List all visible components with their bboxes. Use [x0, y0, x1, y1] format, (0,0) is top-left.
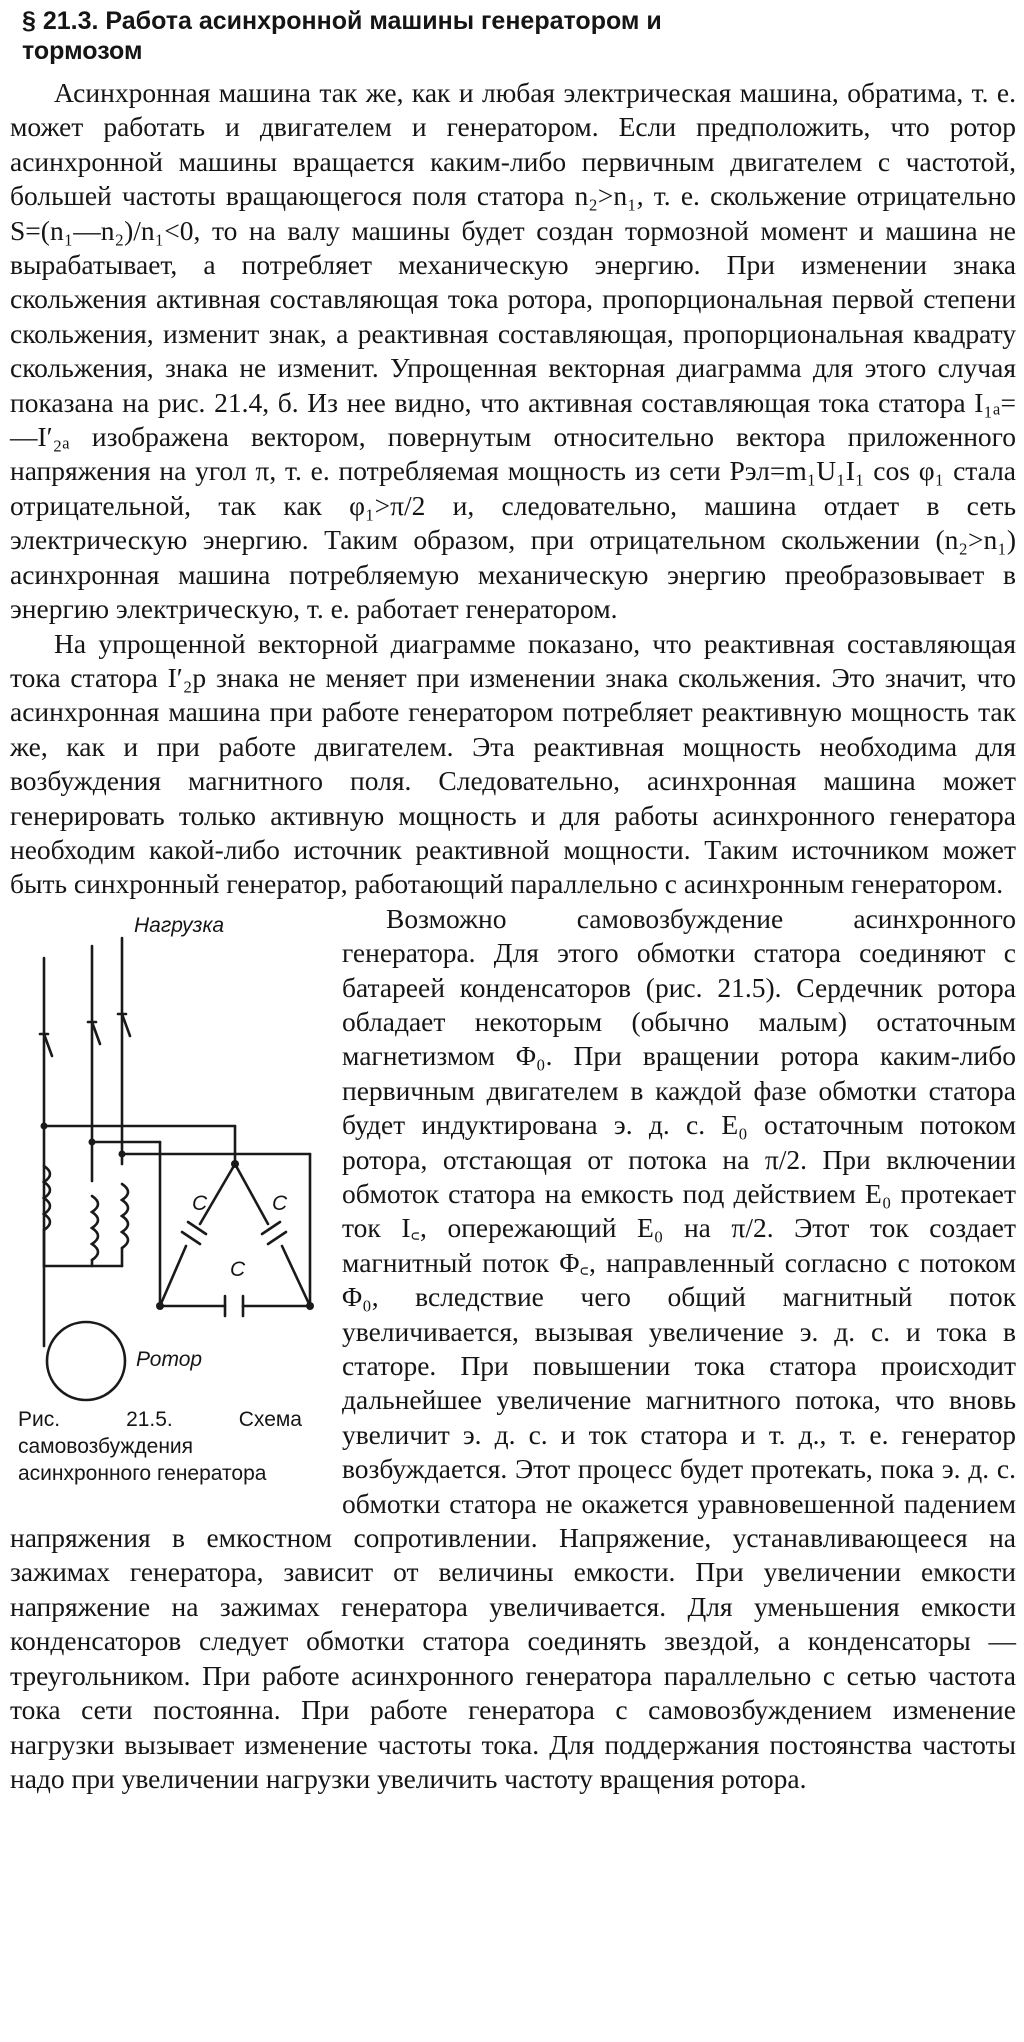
circuit-diagram	[10, 906, 328, 1406]
section-heading: § 21.3. Работа асинхронной машины генератором и тормозом	[22, 7, 662, 65]
stator-coil-c	[122, 1184, 128, 1248]
load-label: Нагрузка	[134, 913, 225, 937]
capacitor-label-left: C	[192, 1191, 208, 1215]
rotor-circle	[47, 1322, 125, 1400]
paragraph-2: На упрощенной векторной диаграмме показано, что реактивная составляющая тока статора I′₂р знака не меняет при изменении знака скольжения. Это значит, что асинхронная машина при работе генератором потребляет реактивную мощность так же, как и при работе двигателем. Эта реактивная мощность необходима для возбуждения магнитного поля. Следовательно, асинхронная машина может генерировать только активную мощность и для работы асинхронного генератора необходим какой-либо источник реактивной мощности. Таким источником может быть синхронный генератор, работающий параллельно с асинхронным генератором.	[10, 627, 1016, 900]
figure-21-5	[10, 906, 328, 1518]
capacitor-left	[188, 1222, 206, 1234]
rotor-label: Ротор	[136, 1347, 203, 1371]
capacitor-label-right: C	[272, 1191, 288, 1215]
figure-caption: Рис. 21.5. Схема самовозбуждения асинхронного генератора	[18, 1407, 302, 1485]
paragraph-1: Асинхронная машина так же, как и любая электрическая машина, обратима, т. е. может работать и двигателем и генератором. Если предположить, что ротор асинхронной машины вращается каким-либо первичным двигателем с частотой, большей частоты вращающегося поля статора n₂>n₁, т. е. скольжение отрицательно S=(n₁—n₂)/n₁<0, то на валу машины будет создан тормозной момент и машина не вырабатывает, а потребляет механическую энергию. При изменении знака скольжения активная составляющая тока ротора, пропорциональная первой степени скольжения, изменит знак, а реактивная составляющая, пропорциональная квадрату скольжения, знака не изменит. Упрощенная векторная диаграмма для этого случая показана на рис. 21.4, б. Из нее видно, что активная составляющая тока статора I₁ₐ=—I′₂ₐ изображена вектором, повернутым относительно вектора приложенного напряжения на угол π, т. е. потребляемая мощность из сети Pэл=m₁U₁I₁ cos φ₁ стала отрицательной, так как φ₁>π/2 и, следовательно, машина отдает в сеть электрическую энергию. Таким образом, при отрицательном скольжении (n₂>n₁) асинхронная машина потребляемую механическую энергию преобразовывает в энергию электрическую, т. е. работает генератором.	[10, 77, 1016, 625]
capacitor-label-bottom: C	[230, 1257, 246, 1281]
capacitor-right	[262, 1222, 280, 1234]
stator-coil-b	[92, 1196, 98, 1260]
paragraph-3: Возможно самовозбуждение асинхронного генератора. Для этого обмотки статора соединяют с батареей конденсаторов (рис. 21.5). Сердечник ротора обладает некоторым (обычно малым) остаточным магнетизмом Φ₀. При вращении ротора каким-либо первичным двигателем в каждой фазе обмотки статора будет индуктирована э. д. с. E₀ остаточным потоком ротора, отстающая от потока на π/2. При включении обмоток статора на емкость под действием E₀ протекает ток I꜀, опережающий E₀ на π/2. Этот ток создает магнитный поток Φ꜀, направленный согласно с потоком Φ₀, вследствие чего общий магнитный поток увеличивается, вызывая увеличение э. д. с. и тока в статоре. При повышении тока статора происходит дальнейшее увеличение магнитного потока, что вновь увеличит э. д. с. и ток статора и т. д., т. е. генератор возбуждается. Этот процесс будет протекать, пока э. д. с. обмотки статора не окажется уравновешенной падением напряжения в емкостном сопротивлении. Напряжение, устанавливающееся на зажимах генератора, зависит от величины емкости. При увеличении емкости напряжение на зажимах генератора увеличивается. Для уменьшения емкости конденсаторов следует обмотки статора соединять звездой, а конденсаторы — треугольником. При работе асинхронного генератора параллельно с сетью частота тока сети постоянна. При работе генератора с самовозбуждением изменение нагрузки вызывает изменение частоты тока. Для поддержания постоянства частоты надо при увеличении нагрузки увеличить частоту вращения ротора.	[10, 902, 1016, 1794]
